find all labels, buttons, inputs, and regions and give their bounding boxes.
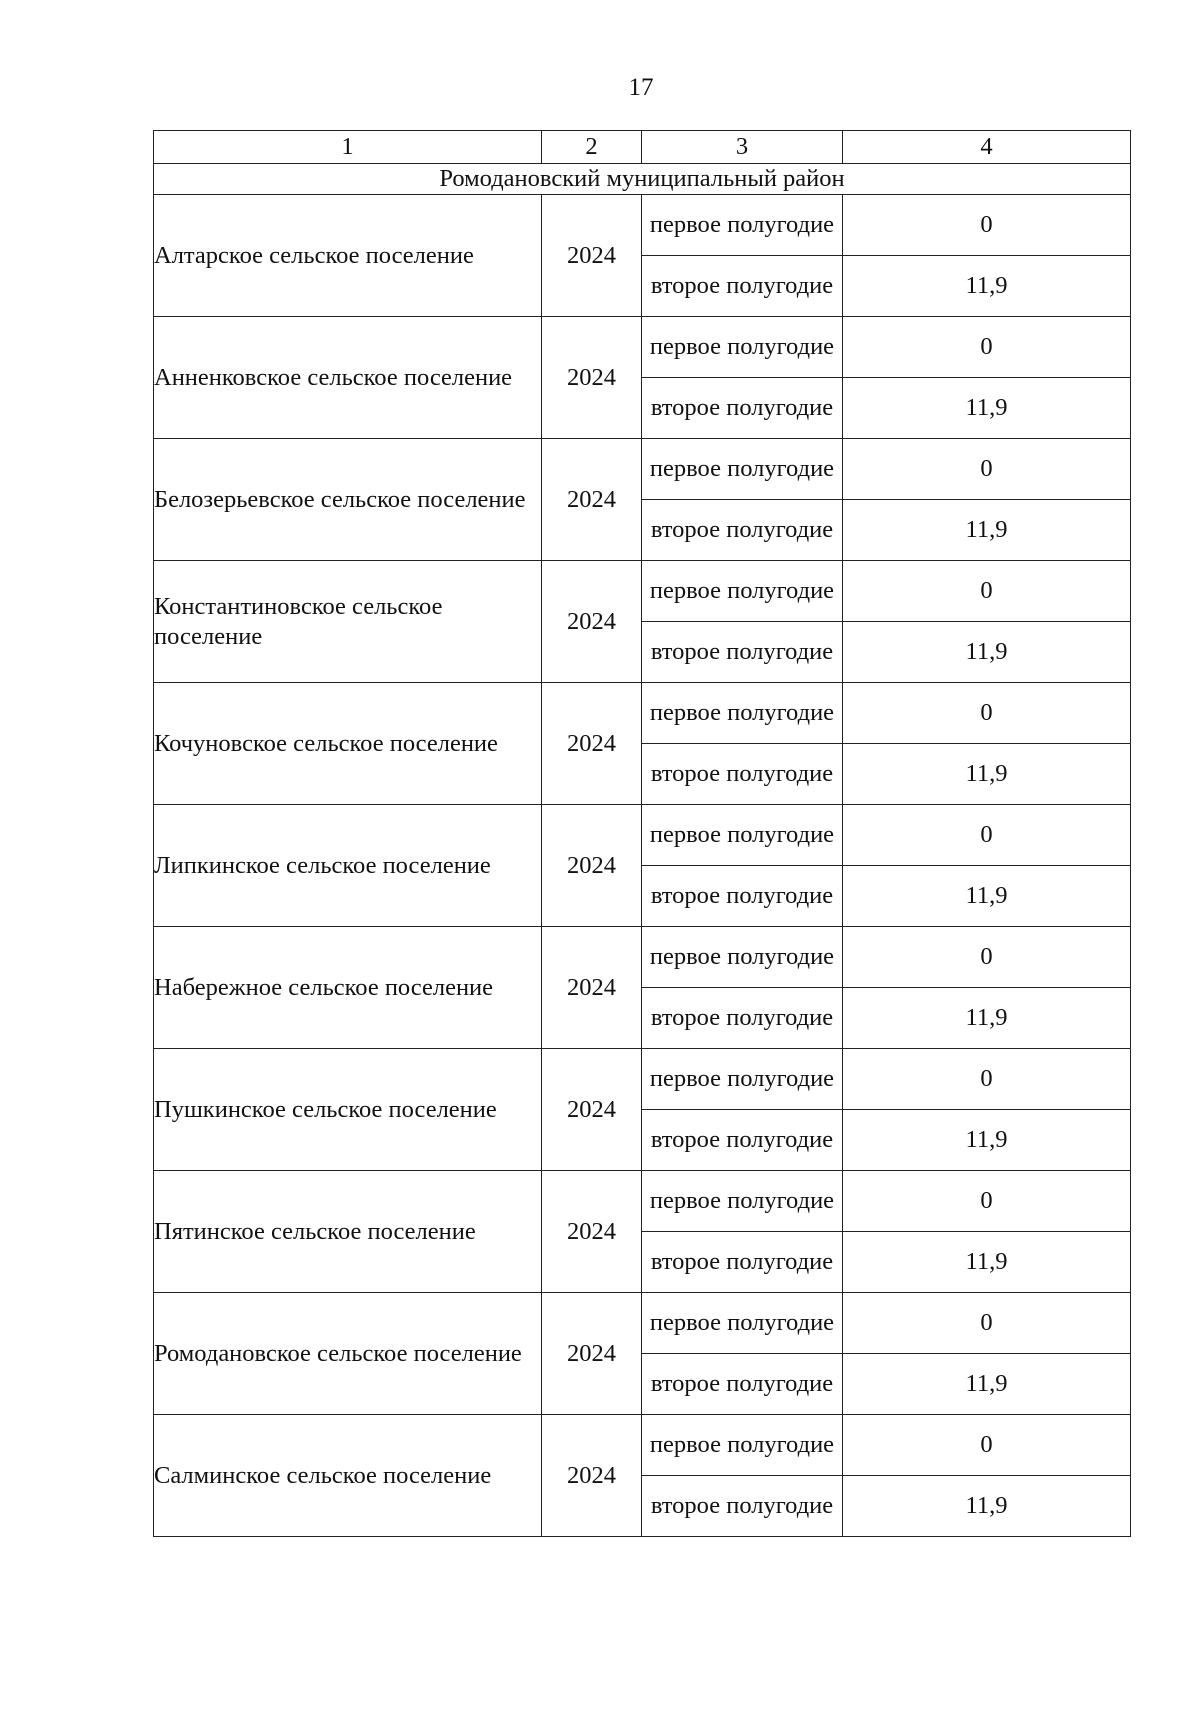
period-cell: первое полугодие [642, 1293, 843, 1354]
district-row [154, 164, 1131, 195]
year-cell: 2024 [542, 1049, 642, 1171]
table-row [154, 1049, 1131, 1110]
settlement-name: Кочуновское сельское поселение [154, 683, 542, 805]
value-cell: 11,9 [843, 866, 1131, 927]
table-row [154, 683, 1131, 744]
settlement-name: Салминское сельское поселение [154, 1415, 542, 1537]
year-cell: 2024 [542, 1171, 642, 1293]
value-cell: 11,9 [843, 378, 1131, 439]
value-cell: 11,9 [843, 744, 1131, 805]
settlement-name: Липкинское сельское поселение [154, 805, 542, 927]
value-cell: 11,9 [843, 988, 1131, 1049]
table-row [154, 1415, 1131, 1476]
settlement-name: Константиновское сельское поселение [154, 561, 542, 683]
year-cell: 2024 [542, 317, 642, 439]
value-cell: 0 [843, 805, 1131, 866]
header-row [154, 131, 1131, 164]
period-cell: второе полугодие [642, 1110, 843, 1171]
table-row [154, 927, 1131, 988]
page-number: 17 [628, 74, 654, 101]
period-cell: второе полугодие [642, 744, 843, 805]
value-cell: 11,9 [843, 500, 1131, 561]
period-cell: второе полугодие [642, 256, 843, 317]
year-cell: 2024 [542, 1415, 642, 1537]
district-title: Ромодановский муниципальный район [154, 164, 1131, 195]
period-cell: первое полугодие [642, 1049, 843, 1110]
value-cell: 0 [843, 439, 1131, 500]
column-header-3: 3 [642, 131, 843, 164]
settlement-name: Пятинское сельское поселение [154, 1171, 542, 1293]
year-cell: 2024 [542, 683, 642, 805]
period-cell: первое полугодие [642, 195, 843, 256]
value-cell: 11,9 [843, 256, 1131, 317]
period-cell: первое полугодие [642, 317, 843, 378]
period-cell: второе полугодие [642, 622, 843, 683]
year-cell: 2024 [542, 927, 642, 1049]
period-cell: первое полугодие [642, 561, 843, 622]
period-cell: второе полугодие [642, 378, 843, 439]
value-cell: 0 [843, 683, 1131, 744]
period-cell: второе полугодие [642, 866, 843, 927]
year-cell: 2024 [542, 1293, 642, 1415]
table-row [154, 195, 1131, 256]
table-row [154, 1293, 1131, 1354]
value-cell: 0 [843, 317, 1131, 378]
period-cell: первое полугодие [642, 439, 843, 500]
column-header-4: 4 [843, 131, 1131, 164]
period-cell: первое полугодие [642, 1415, 843, 1476]
value-cell: 0 [843, 927, 1131, 988]
settlement-name: Анненковское сельское поселение [154, 317, 542, 439]
value-cell: 11,9 [843, 1232, 1131, 1293]
value-cell: 0 [843, 1049, 1131, 1110]
period-cell: второе полугодие [642, 500, 843, 561]
data-table [153, 130, 1131, 1537]
year-cell: 2024 [542, 561, 642, 683]
table-row [154, 805, 1131, 866]
period-cell: первое полугодие [642, 805, 843, 866]
period-cell: второе полугодие [642, 1232, 843, 1293]
year-cell: 2024 [542, 805, 642, 927]
settlement-name: Белозерьевское сельское поселение [154, 439, 542, 561]
period-cell: первое полугодие [642, 927, 843, 988]
period-cell: второе полугодие [642, 988, 843, 1049]
column-header-1: 1 [154, 131, 542, 164]
value-cell: 11,9 [843, 1476, 1131, 1537]
value-cell: 11,9 [843, 1110, 1131, 1171]
value-cell: 11,9 [843, 1354, 1131, 1415]
settlement-name: Набережное сельское поселение [154, 927, 542, 1049]
value-cell: 11,9 [843, 622, 1131, 683]
value-cell: 0 [843, 1415, 1131, 1476]
settlement-name: Пушкинское сельское поселение [154, 1049, 542, 1171]
table-row [154, 439, 1131, 500]
period-cell: второе полугодие [642, 1354, 843, 1415]
value-cell: 0 [843, 1293, 1131, 1354]
value-cell: 0 [843, 1171, 1131, 1232]
period-cell: первое полугодие [642, 1171, 843, 1232]
table-row [154, 561, 1131, 622]
settlement-name: Алтарское сельское поселение [154, 195, 542, 317]
settlement-name: Ромодановское сельское поселение [154, 1293, 542, 1415]
period-cell: первое полугодие [642, 683, 843, 744]
value-cell: 0 [843, 561, 1131, 622]
year-cell: 2024 [542, 439, 642, 561]
value-cell: 0 [843, 195, 1131, 256]
table-row [154, 1171, 1131, 1232]
column-header-2: 2 [542, 131, 642, 164]
period-cell: второе полугодие [642, 1476, 843, 1537]
table-row [154, 317, 1131, 378]
year-cell: 2024 [542, 195, 642, 317]
